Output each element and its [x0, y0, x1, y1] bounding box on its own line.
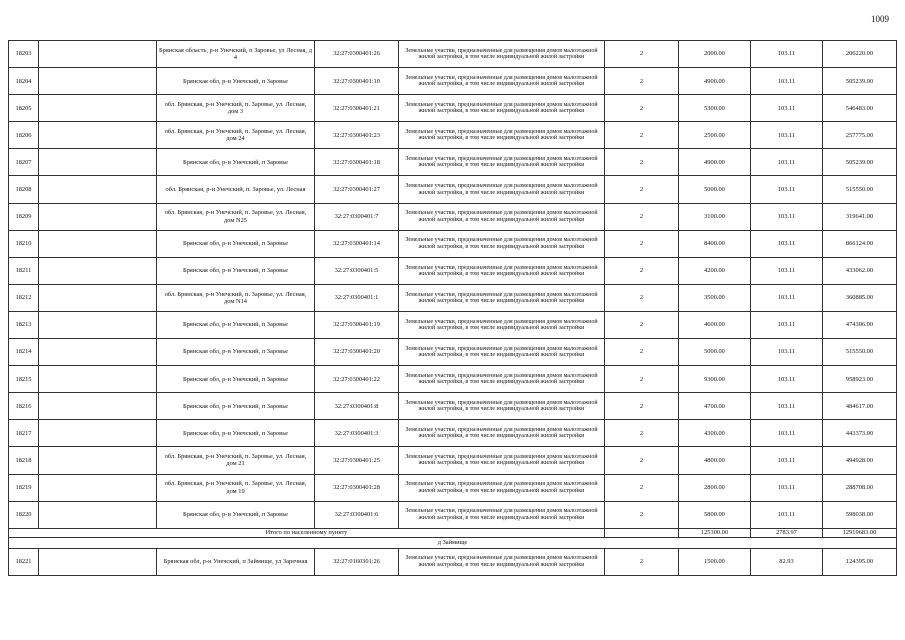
land-use-cell: Земельные участки, предназначенные для размещения домов малоэтажной жилой застройки, в том числе индивидуальной жилой застройки — [399, 420, 605, 447]
spacer-cell — [39, 149, 157, 176]
cadastral-value-cell: 505239.00 — [823, 68, 897, 95]
rate-cell: 103.11 — [751, 339, 823, 366]
category-cell: 2 — [605, 257, 679, 284]
category-cell: 2 — [605, 95, 679, 122]
land-use-cell: Земельные участки, предназначенные для размещения домов малоэтажной жилой застройки, в том числе индивидуальной жилой застройки — [399, 68, 605, 95]
row-number: 18207 — [9, 149, 39, 176]
table-row — [9, 257, 897, 284]
land-registry-table — [8, 40, 897, 576]
rate-cell: 82.93 — [751, 548, 823, 575]
spacer-cell — [39, 41, 157, 68]
rate-cell: 103.11 — [751, 311, 823, 338]
area-cell: 1500.00 — [679, 548, 751, 575]
rate-cell: 103.11 — [751, 149, 823, 176]
spacer-cell — [39, 447, 157, 474]
row-number: 18204 — [9, 68, 39, 95]
cadastral-value-cell: 598038.00 — [823, 501, 897, 528]
spacer-cell — [39, 474, 157, 501]
spacer-cell — [39, 339, 157, 366]
table-row — [9, 366, 897, 393]
land-use-cell: Земельные участки, предназначенные для размещения домов малоэтажной жилой застройки, в том числе индивидуальной жилой застройки — [399, 393, 605, 420]
cadastral-value-cell: 958923.00 — [823, 366, 897, 393]
total-label: Итого по населенному пункту — [9, 528, 605, 537]
spacer-cell — [39, 393, 157, 420]
table-body — [9, 41, 897, 576]
spacer-cell — [39, 95, 157, 122]
category-cell: 2 — [605, 122, 679, 149]
area-cell: 5800.00 — [679, 501, 751, 528]
address-cell: Брянская обл, р-н Унечский, п Заровье — [157, 339, 315, 366]
area-cell: 4200.00 — [679, 257, 751, 284]
spacer-cell — [605, 528, 679, 537]
row-number: 18208 — [9, 176, 39, 203]
cadastral-number-cell: 32:27:0160301:26 — [315, 548, 399, 575]
land-use-cell: Земельные участки, предназначенные для размещения домов малоэтажной жилой застройки, в том числе индивидуальной жилой застройки — [399, 339, 605, 366]
row-number: 18215 — [9, 366, 39, 393]
rate-cell: 103.11 — [751, 176, 823, 203]
spacer-cell — [39, 548, 157, 575]
address-cell: обл. Брянская, р-н Унечский, п. Заровье, ул. Лесная, дом N25 — [157, 203, 315, 230]
rate-cell: 103.11 — [751, 501, 823, 528]
table-row — [9, 95, 897, 122]
cadastral-value-cell: 484617.00 — [823, 393, 897, 420]
land-use-cell: Земельные участки, предназначенные для размещения домов малоэтажной жилой застройки, в том числе индивидуальной жилой застройки — [399, 366, 605, 393]
area-cell: 4700.00 — [679, 393, 751, 420]
address-cell: Брянская обл, р-н Унечский, п Заровье — [157, 420, 315, 447]
row-number: 18221 — [9, 548, 39, 575]
table-row — [9, 230, 897, 257]
category-cell: 2 — [605, 203, 679, 230]
category-cell: 2 — [605, 149, 679, 176]
cadastral-number-cell: 32:27:0300401:22 — [315, 366, 399, 393]
spacer-cell — [39, 366, 157, 393]
row-number: 18220 — [9, 501, 39, 528]
cadastral-value-cell: 319641.00 — [823, 203, 897, 230]
land-use-cell: Земельные участки, предназначенные для размещения домов малоэтажной жилой застройки, в том числе индивидуальной жилой застройки — [399, 257, 605, 284]
area-cell: 5000.00 — [679, 176, 751, 203]
address-cell: Брянская обл, р-н Унечский, п Заровье — [157, 230, 315, 257]
cadastral-value-cell: 206220.00 — [823, 41, 897, 68]
rate-cell: 103.11 — [751, 41, 823, 68]
cadastral-number-cell: 32:27:0300401:7 — [315, 203, 399, 230]
category-cell: 2 — [605, 474, 679, 501]
area-cell: 3500.00 — [679, 284, 751, 311]
category-cell: 2 — [605, 230, 679, 257]
land-use-cell: Земельные участки, предназначенные для размещения домов малоэтажной жилой застройки, в том числе индивидуальной жилой застройки — [399, 149, 605, 176]
locality-label: д Займище — [9, 537, 897, 548]
area-cell: 2000.00 — [679, 41, 751, 68]
cadastral-value-cell: 433062.00 — [823, 257, 897, 284]
cadastral-number-cell: 32:27:0300401:21 — [315, 95, 399, 122]
cadastral-value-cell: 494928.00 — [823, 447, 897, 474]
table-row — [9, 311, 897, 338]
table-row — [9, 149, 897, 176]
area-cell: 5300.00 — [679, 95, 751, 122]
row-number: 18206 — [9, 122, 39, 149]
cadastral-number-cell: 32:27:0300401:10 — [315, 68, 399, 95]
cadastral-number-cell: 32:27:0300401:3 — [315, 420, 399, 447]
spacer-cell — [39, 501, 157, 528]
table-row — [9, 339, 897, 366]
area-cell: 8400.00 — [679, 230, 751, 257]
cadastral-number-cell: 32:27:0300401:28 — [315, 474, 399, 501]
address-cell: обл. Брянская, р-н Унечский, п. Заровье, ул. Лесная — [157, 176, 315, 203]
row-number: 18213 — [9, 311, 39, 338]
category-cell: 2 — [605, 68, 679, 95]
address-cell: Брянская обл, р-н Унечский, п Заровье — [157, 501, 315, 528]
spacer-cell — [39, 203, 157, 230]
table-row — [9, 203, 897, 230]
row-number: 18203 — [9, 41, 39, 68]
address-cell: Брянская обл, р-н Унечский, п Заровье — [157, 149, 315, 176]
area-cell: 4800.00 — [679, 447, 751, 474]
row-number: 18212 — [9, 284, 39, 311]
table-row — [9, 68, 897, 95]
table-row — [9, 420, 897, 447]
row-number: 18211 — [9, 257, 39, 284]
total-area: 125300.00 — [679, 528, 751, 537]
category-cell: 2 — [605, 41, 679, 68]
rate-cell: 103.11 — [751, 95, 823, 122]
cadastral-number-cell: 32:27:0300401:18 — [315, 149, 399, 176]
cadastral-number-cell: 32:27:0300401:1 — [315, 284, 399, 311]
area-cell: 4900.00 — [679, 149, 751, 176]
table-row — [9, 393, 897, 420]
rate-cell: 103.11 — [751, 257, 823, 284]
category-cell: 2 — [605, 366, 679, 393]
row-number: 18218 — [9, 447, 39, 474]
cadastral-number-cell: 32:27:0300401:6 — [315, 501, 399, 528]
rate-cell: 103.11 — [751, 447, 823, 474]
table-row — [9, 501, 897, 528]
spacer-cell — [39, 122, 157, 149]
category-cell: 2 — [605, 176, 679, 203]
table-row — [9, 41, 897, 68]
address-cell: Брянская область, р-н Унечский, п Заровье, ул Лесная, д 4 — [157, 41, 315, 68]
rate-cell: 103.11 — [751, 203, 823, 230]
category-cell: 2 — [605, 548, 679, 575]
table-row — [9, 122, 897, 149]
spacer-cell — [39, 176, 157, 203]
spacer-cell — [39, 230, 157, 257]
cadastral-value-cell: 288708.00 — [823, 474, 897, 501]
cadastral-number-cell: 32:27:0300401:8 — [315, 393, 399, 420]
cadastral-value-cell: 515550.00 — [823, 339, 897, 366]
total-value: 12919683.00 — [823, 528, 897, 537]
cadastral-value-cell: 443373.00 — [823, 420, 897, 447]
row-number: 18205 — [9, 95, 39, 122]
land-use-cell: Земельные участки, предназначенные для размещения домов малоэтажной жилой застройки, в том числе индивидуальной жилой застройки — [399, 203, 605, 230]
row-number: 18217 — [9, 420, 39, 447]
page-number: 1009 — [871, 14, 889, 24]
cadastral-value-cell: 257775.00 — [823, 122, 897, 149]
land-use-cell: Земельные участки, предназначенные для размещения домов малоэтажной жилой застройки, в том числе индивидуальной жилой застройки — [399, 122, 605, 149]
total-rate: 2783.97 — [751, 528, 823, 537]
cadastral-value-cell: 360885.00 — [823, 284, 897, 311]
address-cell: обл. Брянская, р-н Унечский, п. Заровье, ул. Лесная, дом 19 — [157, 474, 315, 501]
cadastral-value-cell: 515550.00 — [823, 176, 897, 203]
address-cell: Брянская обл, р-н Унечский, п Заровье — [157, 311, 315, 338]
spacer-cell — [39, 420, 157, 447]
cadastral-value-cell: 474306.00 — [823, 311, 897, 338]
rate-cell: 103.11 — [751, 122, 823, 149]
spacer-cell — [39, 257, 157, 284]
area-cell: 9300.00 — [679, 366, 751, 393]
cadastral-number-cell: 32:27:0300401:5 — [315, 257, 399, 284]
land-use-cell: Земельные участки, предназначенные для размещения домов малоэтажной жилой застройки, в том числе индивидуальной жилой застройки — [399, 474, 605, 501]
row-number: 18210 — [9, 230, 39, 257]
land-use-cell: Земельные участки, предназначенные для размещения домов малоэтажной жилой застройки, в том числе индивидуальной жилой застройки — [399, 447, 605, 474]
area-cell: 4600.00 — [679, 311, 751, 338]
row-number: 18214 — [9, 339, 39, 366]
area-cell: 3100.00 — [679, 203, 751, 230]
land-use-cell: Земельные участки, предназначенные для размещения домов малоэтажной жилой застройки, в том числе индивидуальной жилой застройки — [399, 284, 605, 311]
row-number: 18216 — [9, 393, 39, 420]
cadastral-value-cell: 505239.00 — [823, 149, 897, 176]
row-number: 18219 — [9, 474, 39, 501]
land-use-cell: Земельные участки, предназначенные для размещения домов малоэтажной жилой застройки, в том числе индивидуальной жилой застройки — [399, 501, 605, 528]
category-cell: 2 — [605, 339, 679, 366]
category-cell: 2 — [605, 311, 679, 338]
cadastral-value-cell: 546483.00 — [823, 95, 897, 122]
spacer-cell — [39, 284, 157, 311]
address-cell: Брянская обл, р-н Унечский, п Заровье — [157, 393, 315, 420]
spacer-cell — [39, 311, 157, 338]
table-row — [9, 474, 897, 501]
category-cell: 2 — [605, 284, 679, 311]
category-cell: 2 — [605, 501, 679, 528]
rate-cell: 103.11 — [751, 230, 823, 257]
cadastral-number-cell: 32:27:0300401:20 — [315, 339, 399, 366]
land-use-cell: Земельные участки, предназначенные для размещения домов малоэтажной жилой застройки, в том числе индивидуальной жилой застройки — [399, 311, 605, 338]
cadastral-number-cell: 32:27:0300401:27 — [315, 176, 399, 203]
rate-cell: 103.11 — [751, 68, 823, 95]
table-row — [9, 176, 897, 203]
total-row — [9, 528, 897, 537]
address-cell: Брянская обл, р-н Унечский, п Займище, ул Заречная — [157, 548, 315, 575]
rate-cell: 103.11 — [751, 393, 823, 420]
area-cell: 4900.00 — [679, 68, 751, 95]
rate-cell: 103.11 — [751, 366, 823, 393]
rate-cell: 103.11 — [751, 474, 823, 501]
address-cell: обл. Брянская, р-н Унечский, п. Заровье, ул. Лесная, дом 21 — [157, 447, 315, 474]
locality-row — [9, 537, 897, 548]
area-cell: 2800.00 — [679, 474, 751, 501]
land-use-cell: Земельные участки, предназначенные для размещения домов малоэтажной жилой застройки, в том числе индивидуальной жилой застройки — [399, 95, 605, 122]
cadastral-number-cell: 32:27:0300401:14 — [315, 230, 399, 257]
cadastral-number-cell: 32:27:0300401:25 — [315, 447, 399, 474]
table-row — [9, 548, 897, 575]
table-row — [9, 284, 897, 311]
category-cell: 2 — [605, 420, 679, 447]
address-cell: Брянская обл, р-н Унечский, п Заровье — [157, 68, 315, 95]
address-cell: Брянская обл, р-н Унечский, п Заровье — [157, 257, 315, 284]
rate-cell: 103.11 — [751, 284, 823, 311]
area-cell: 4300.00 — [679, 420, 751, 447]
address-cell: обл. Брянская, р-н Унечский, п. Заровье, ул. Лесная, дом 24 — [157, 122, 315, 149]
cadastral-number-cell: 32:27:0300401:26 — [315, 41, 399, 68]
area-cell: 2500.00 — [679, 122, 751, 149]
address-cell: Брянская обл, р-н Унечский, п Заровье — [157, 366, 315, 393]
land-use-cell: Земельные участки, предназначенные для размещения домов малоэтажной жилой застройки, в том числе индивидуальной жилой застройки — [399, 176, 605, 203]
table-row — [9, 447, 897, 474]
land-use-cell: Земельные участки, предназначенные для размещения домов малоэтажной жилой застройки, в том числе индивидуальной жилой застройки — [399, 230, 605, 257]
address-cell: обл. Брянская, р-н Унечский, п. Заровье, ул. Лесная, дом N14 — [157, 284, 315, 311]
land-use-cell: Земельные участки, предназначенные для размещения домов малоэтажной жилой застройки, в том числе индивидуальной жилой застройки — [399, 41, 605, 68]
cadastral-value-cell: 866124.00 — [823, 230, 897, 257]
row-number: 18209 — [9, 203, 39, 230]
spacer-cell — [39, 68, 157, 95]
land-use-cell: Земельные участки, предназначенные для размещения домов малоэтажной жилой застройки, в том числе индивидуальной жилой застройки — [399, 548, 605, 575]
rate-cell: 103.11 — [751, 420, 823, 447]
area-cell: 5000.00 — [679, 339, 751, 366]
category-cell: 2 — [605, 393, 679, 420]
cadastral-value-cell: 124395.00 — [823, 548, 897, 575]
cadastral-number-cell: 32:27:0300401:19 — [315, 311, 399, 338]
address-cell: обл. Брянская, р-н Унечский, п. Заровье, ул. Лесная, дом 3 — [157, 95, 315, 122]
cadastral-number-cell: 32:27:0300401:23 — [315, 122, 399, 149]
category-cell: 2 — [605, 447, 679, 474]
